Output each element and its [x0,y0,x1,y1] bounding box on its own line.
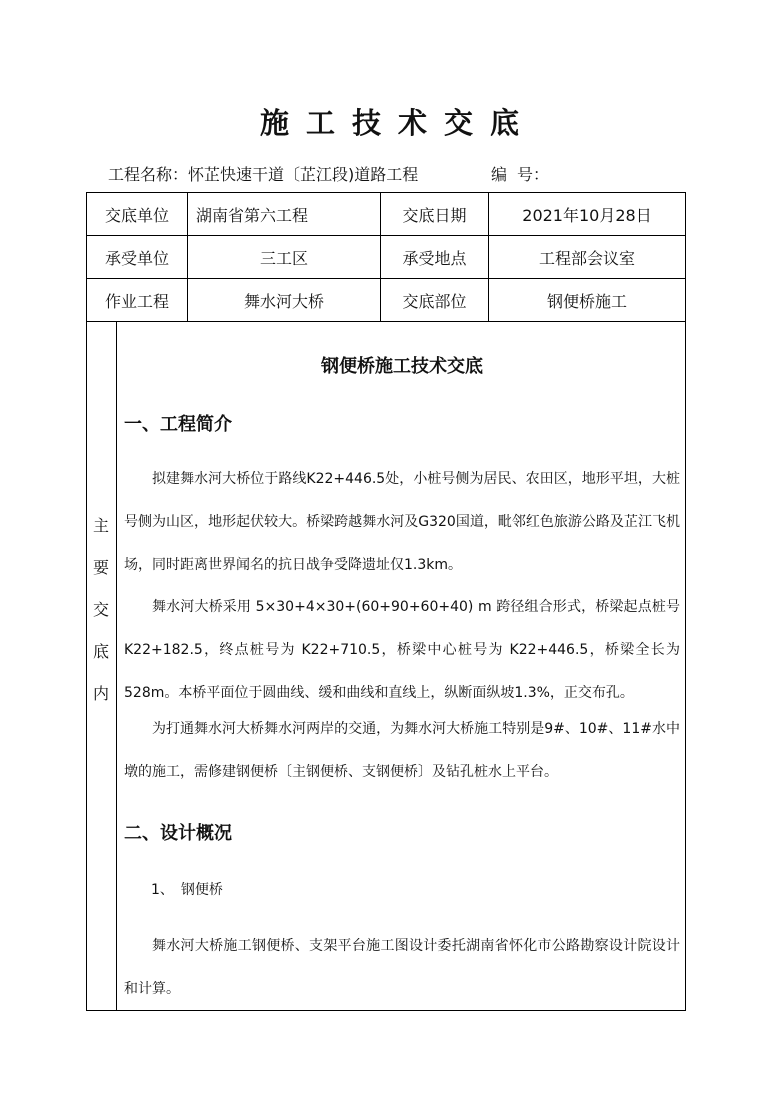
side-char: 要 [92,558,109,577]
label-location: 承受地点 [402,248,467,268]
paragraph-overview: 拟建舞水河大桥位于路线K22+446.5处，小桩号侧为居民、农田区，地形平坦，大桩号侧为山区，地形起伏较大。桥梁跨越舞水河及G320国道，毗邻红色旅游公路及芷江飞机场，同时距离世界闻名的抗日战争受降遗址仅1.3km。 [124,471,680,573]
label-date: 交底日期 [402,205,467,225]
value-date: 2021年10月28日 [522,205,652,225]
side-char: 交 [92,600,109,619]
number-label: 编 [491,165,508,184]
paragraph-bridge-spans: 舞水河大桥采用 5×30+4×30+(60+90+60+40) m 跨径组合形式，桥梁起点桩号K22+182.5，终点桩号为 K22+710.5，桥梁中心桩号为 K22+446.5，桥梁全长为 528m。本桥平面位于圆曲线、缓和曲线和直线上，纵断面纵坡1.3%，正交布孔。 [124,599,680,701]
number-label-suffix: 号： [517,165,550,184]
section-design-overview: 二、设计概况 [124,823,232,844]
value-part: 钢便桥施工 [546,291,627,311]
section-project-overview: 一、工程简介 [124,414,232,435]
value-work-project: 舞水河大桥 [243,291,324,311]
side-column-divider [116,321,117,1010]
value-issuing-unit: 湖南省第六工程 [196,205,309,225]
side-char: 底 [92,642,109,661]
document-title: 施工技术交底 [259,106,536,140]
label-part: 交底部位 [402,291,467,311]
paragraph-design-commission: 舞水河大桥施工钢便桥、支架平台施工图设计委托湖南省怀化市公路勘察设计院设计和计算。 [124,938,680,997]
side-char: 内 [92,684,109,703]
side-char: 主 [92,516,109,535]
value-location: 工程部会议室 [538,248,635,268]
label-receiving-unit: 承受单位 [104,248,169,268]
subsection-steel-bridge: 1、 钢便桥 [151,882,223,898]
paragraph-purpose: 为打通舞水河大桥舞水河两岸的交通，为舞水河大桥施工特别是9#、10#、11#水中墩的施工，需修建钢便桥〔主钢便桥、支钢便桥〕及钻孔桩水上平台。 [124,721,680,780]
side-label-main-content [86,505,116,715]
project-name: 工程名称：怀芷快速干道〔芷江段)道路工程 [108,165,419,184]
content-heading: 钢便桥施工技术交底 [321,356,483,377]
label-issuing-unit: 交底单位 [104,205,169,225]
content-area [124,0,680,1109]
label-work-project: 作业工程 [104,291,169,311]
value-receiving-unit: 三工区 [259,248,308,268]
